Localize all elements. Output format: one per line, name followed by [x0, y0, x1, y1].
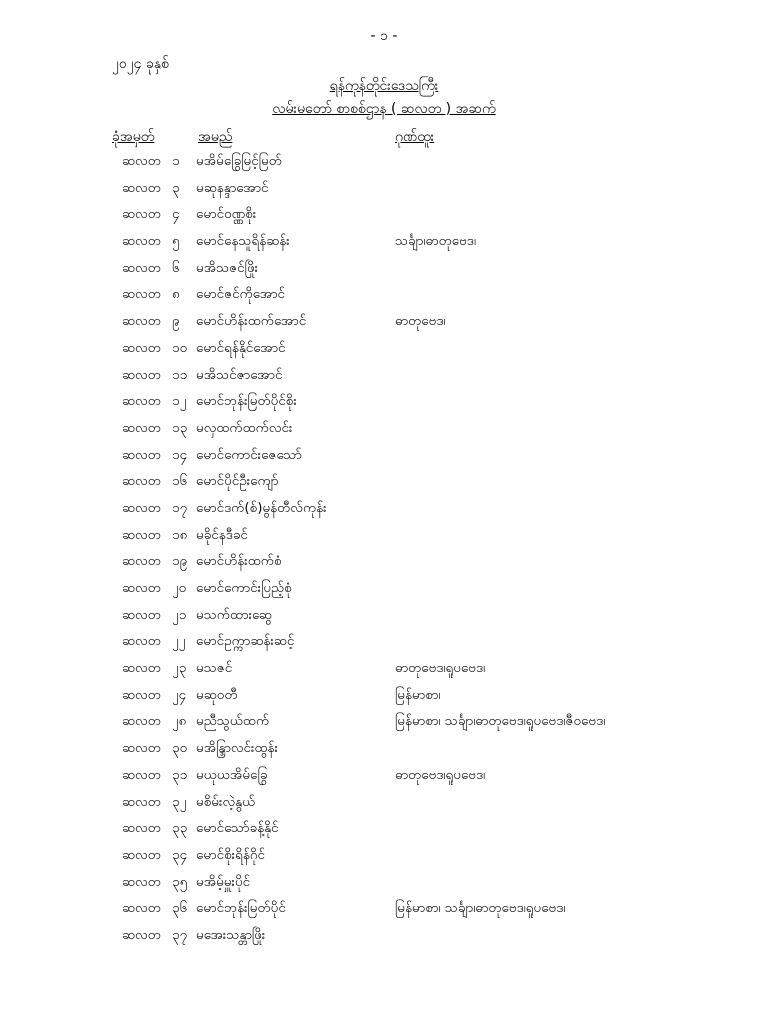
row-name: မဆုနန္ဒာအောင် [196, 179, 269, 196]
row-name: မသက်ထားဆွေ [196, 606, 272, 623]
row-code: ဆလတ [122, 313, 161, 330]
row-name: မအိန္ဒြာလင်းထွန်း [196, 740, 278, 757]
row-number: ၈ [172, 286, 180, 303]
table-row [0, 285, 768, 312]
row-number: ၁၆ [172, 473, 188, 490]
row-name: မယုယအိမ်ခြွေ [196, 766, 268, 783]
row-code: ဆလတ [122, 740, 161, 757]
row-name: မောင်ဒက်(စ်)မွန်တီလ်ကုန်း [196, 499, 327, 516]
table-row [0, 446, 768, 473]
row-code: ဆလတ [122, 526, 161, 543]
row-name: မသဇင် [196, 660, 233, 677]
row-number: ၁၂ [172, 393, 187, 410]
row-number: ၂၀ [172, 580, 187, 596]
table-row [0, 766, 768, 793]
row-number: ၃၀ [172, 740, 188, 757]
table-header [0, 127, 768, 147]
row-code: ဆလတ [122, 686, 161, 703]
table-row [0, 686, 768, 713]
row-code: ဆလတ [122, 339, 161, 356]
row-name: မောင်ဥက္ကာဆန်းဆင့် [196, 633, 295, 650]
table-row [0, 552, 768, 579]
row-code: ဆလတ [122, 766, 161, 783]
row-number: ၃၃ [172, 820, 188, 837]
row-name: မလှထက်ထက်လင်း [196, 419, 293, 436]
row-distinction: မြန်မာစာ၊ [395, 686, 441, 703]
row-number: ၁၈ [172, 526, 188, 543]
table-row [0, 712, 768, 739]
table-row [0, 472, 768, 499]
table-row [0, 179, 768, 206]
row-name: မအိမ့်မှူးပိုင် [196, 873, 251, 890]
table-row [0, 499, 768, 526]
row-name: မခိုင်နဒီခင် [196, 526, 248, 543]
row-number: ၃၂ [172, 793, 187, 810]
row-code: ဆလတ [122, 846, 161, 863]
row-code: ဆလတ [122, 900, 161, 917]
row-name: မောင်စိုးရိန်ဂိုင် [196, 846, 266, 863]
row-code: ဆလတ [122, 286, 161, 303]
row-distinction: ဓာတုဗေဒ၊ [395, 313, 446, 330]
row-name: မောင်ဘုန်းမြတ်ပိုင် [196, 900, 286, 917]
row-name: မောင်နေသူရိန်ဆန်း [196, 233, 290, 250]
row-distinction: မြန်မာစာ၊ သင်္ချာ၊ဓာတုဗေဒ၊ရူပဗေဒ၊ဇီဝဗေဒ၊ [395, 713, 606, 730]
row-code: ဆလတ [122, 179, 161, 196]
row-number: ၂၂ [172, 633, 186, 650]
row-code: ဆလတ [122, 259, 161, 276]
row-code: ဆလတ [122, 419, 161, 436]
table-row [0, 205, 768, 232]
row-number: ၁၇ [172, 499, 188, 516]
row-number: ၁၉ [172, 553, 188, 570]
row-code: ဆလတ [122, 473, 161, 490]
row-name: မအေးသန္တာဖြိုး [196, 926, 266, 943]
row-number: ၉ [172, 313, 180, 330]
header-name: အမည် [198, 129, 233, 145]
row-name: မောင်ကောင်းဇေသော် [196, 446, 302, 463]
table-row [0, 232, 768, 259]
row-number: ၃၇ [172, 926, 188, 943]
row-number: ၆ [172, 259, 180, 276]
row-number: ၁၄ [172, 446, 188, 463]
row-code: ဆလတ [122, 926, 161, 943]
row-name: မောင်သော်ခန့်နိုင် [196, 820, 279, 837]
row-number: ၃၄ [172, 846, 188, 863]
row-number: ၃၁ [172, 766, 188, 783]
row-code: ဆလတ [122, 153, 161, 169]
row-number: ၁၀ [172, 339, 188, 356]
row-name: မောင်ဘုန်းမြတ်ပိုင်စိုး [196, 393, 297, 410]
header-distinction: ဂုဏ်ထူး [395, 129, 435, 145]
row-code: ဆလတ [122, 499, 161, 516]
row-number: ၁၁ [172, 366, 188, 383]
row-number: ၂၁ [172, 606, 187, 623]
table-row [0, 632, 768, 659]
table-row [0, 312, 768, 339]
results-list [0, 152, 768, 953]
row-code: ဆလတ [122, 793, 161, 810]
row-number: ၂၃ [172, 660, 187, 677]
row-number: ၄ [172, 206, 180, 223]
row-code: ဆလတ [122, 366, 161, 383]
table-row [0, 739, 768, 766]
table-row [0, 899, 768, 926]
table-row [0, 259, 768, 286]
region-title: ရန်ကုန်တိုင်းဒေသကြီး [329, 78, 439, 94]
row-code: ဆလတ [122, 233, 161, 250]
row-code: ဆလတ [122, 820, 161, 837]
row-code: ဆလတ [122, 580, 161, 596]
row-number: ၂၈ [172, 713, 187, 730]
row-number: ၂၄ [172, 686, 187, 703]
row-name: မောင်ဇင်ကိုအောင် [196, 286, 286, 303]
row-number: ၃ [172, 179, 180, 196]
row-name: မောင်ကောင်းပြည့်စုံ [196, 580, 292, 596]
row-number: ၁၃ [172, 419, 188, 436]
row-number: ၅ [172, 233, 180, 250]
header-roll-number: ခုံအမှတ် [112, 129, 155, 145]
row-name: မောင်ဟိန်းထက်အောင် [196, 313, 307, 330]
row-distinction: မြန်မာစာ၊ သင်္ချာ၊ဓာတုဗေဒ၊ရူပဗေဒ၊ [395, 900, 566, 917]
table-row [0, 926, 768, 953]
page-number: - ၁ - [370, 28, 398, 44]
table-row [0, 659, 768, 686]
row-name: မအိသင်ဇာအောင် [196, 366, 283, 383]
row-name: မစိမ်းလဲ့နွယ် [196, 793, 256, 810]
center-title: လမ်းမတော် စာစစ်ဌာန ( ဆလတ ) အဆက် [272, 101, 496, 117]
row-code: ဆလတ [122, 553, 161, 570]
row-name: မအိမ်ခြွေမြင့်မြတ် [196, 153, 282, 169]
table-row [0, 392, 768, 419]
table-row [0, 152, 768, 179]
row-name: မောင်ဟိန်းထက်စံ [196, 553, 282, 570]
row-number: ၃၅ [172, 873, 188, 890]
row-code: ဆလတ [122, 446, 161, 463]
table-row [0, 873, 768, 900]
row-code: ဆလတ [122, 393, 161, 410]
row-number: ၃၆ [172, 900, 188, 917]
exam-year: ၂၀၂၄ ခုနှစ် [112, 56, 169, 72]
row-name: မအိသဇင်ဖြိုး [196, 259, 259, 276]
table-row [0, 419, 768, 446]
table-row [0, 339, 768, 366]
row-code: ဆလတ [122, 713, 161, 730]
row-code: ဆလတ [122, 873, 161, 890]
row-name: မောင်ဝဏ္ဏစိုး [196, 206, 257, 223]
table-row [0, 579, 768, 606]
table-row [0, 366, 768, 393]
row-code: ဆလတ [122, 606, 161, 623]
row-name: မဆုဝတီ [196, 686, 238, 703]
row-name: မောင်ပိုင်ဦးကျော် [196, 473, 279, 490]
row-code: ဆလတ [122, 206, 161, 223]
row-code: ဆလတ [122, 633, 161, 650]
row-distinction: သင်္ချာ၊ဓာတုဗေဒ၊ [395, 233, 476, 250]
row-distinction: ဓာတုဗေဒ၊ရူပဗေဒ၊ [395, 766, 486, 783]
row-name: မောင်ရန်နိုင်အောင် [196, 339, 286, 356]
row-name: မညီသွယ်ထက် [196, 713, 270, 730]
table-row [0, 526, 768, 553]
table-row [0, 819, 768, 846]
table-row [0, 793, 768, 820]
row-distinction: ဓာတုဗေဒ၊ရူပဗေဒ၊ [395, 660, 486, 677]
row-code: ဆလတ [122, 660, 161, 677]
table-row [0, 846, 768, 873]
table-row [0, 606, 768, 633]
row-number: ၁ [172, 153, 180, 169]
